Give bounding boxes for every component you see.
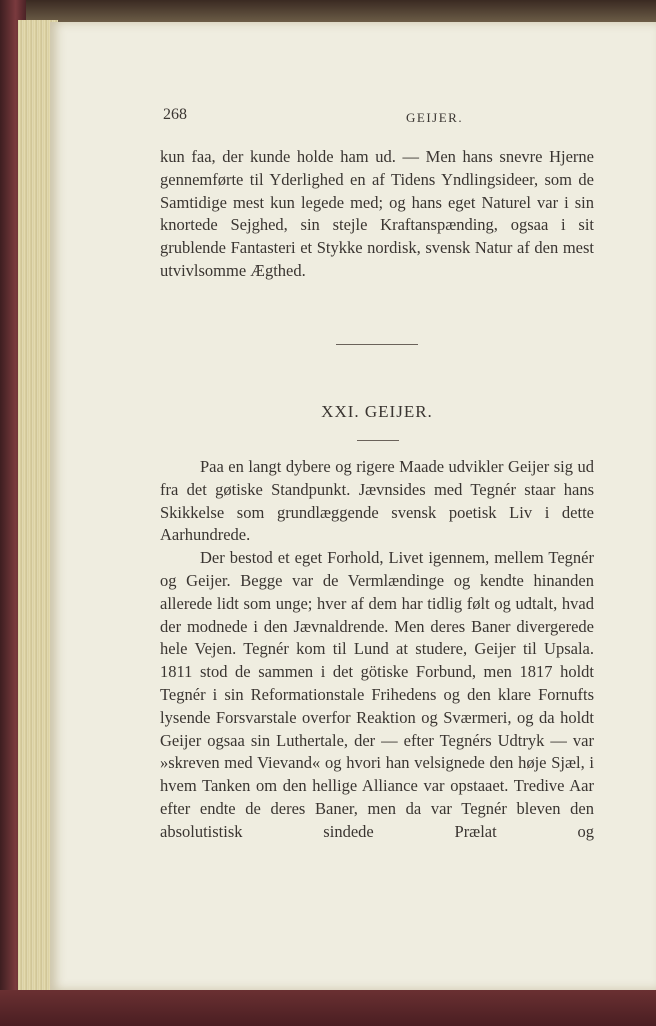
- running-head: [108, 104, 608, 128]
- continued-paragraph: kun faa, der kunde holde ham ud. — Men hans snevre Hjerne gennemførte til Yderlighed en af Tidens Yndlingsideer, som de Samtidige mest kun legede med; og hans eget Naturel var i sin knortede Sejghed, sin stejle Kraftanspænding, ogsaa i sit grublende Fantasteri et Stykke nordisk, svensk Natur af den mest utvivlsomme Ægthed.: [160, 147, 594, 280]
- section-divider: [336, 344, 418, 345]
- page-number: 268: [163, 106, 187, 123]
- heading-rule: [357, 440, 399, 441]
- continued-text: [160, 146, 594, 283]
- book-bottom-edge: [0, 990, 656, 1026]
- paragraph: Der bestod et eget Forhold, Livet igennem, mellem Tegnér og Geijer. Begge var de Vermlændinge og kendte hinanden allerede lidt som unge; hver af dem har tidlig følt og udtalt, hvad der modnede i den Jævnaldrende. Men deres Baner divergerede hele Vejen. Tegnér kom til Lund at studere, Geijer til Upsala. 1811 stod de sammen i det götiske Forbund, men 1817 holdt Tegnér i sin Reformationstale Frihedens og den klare Fornufts lysende Forsvarstale overfor Reaktion og Sværmeri, og da holdt Geijer ogsaa sin Luthertale, der — efter Tegnérs Udtryk — var »skreven med Vievand« og hvori han velsignede den høje Sjæl, i hvem Tanken om den hellige Alliance var opstaaet. Tredive Aar efter endte de deres Baner, men da var Tegnér bleven den absolutistisk sindede Prælat og: [160, 548, 594, 841]
- paragraph: Paa en langt dybere og rigere Maade udvikler Geijer sig ud fra det gøtiske Standpunkt. Jævnsides med Tegnér staar hans Skikkelse som grundlæggende svensk poetisk Liv i dette Aarhundrede.: [160, 457, 594, 545]
- chapter-body: [160, 456, 594, 844]
- chapter-heading: XXI. GEIJER.: [321, 402, 433, 421]
- running-title: GEIJER.: [406, 110, 464, 125]
- book-top-edge: [0, 0, 656, 22]
